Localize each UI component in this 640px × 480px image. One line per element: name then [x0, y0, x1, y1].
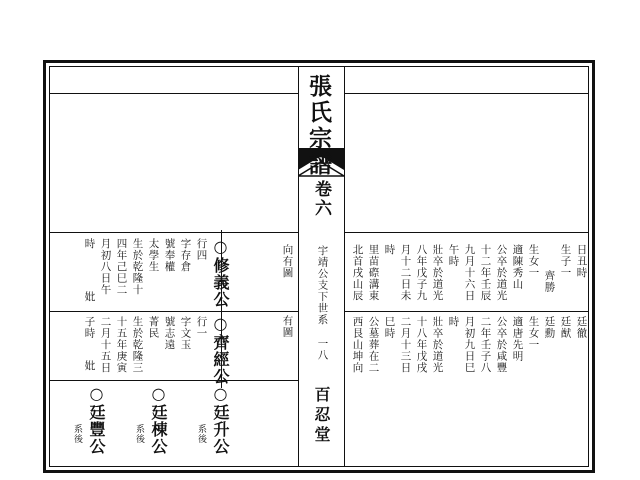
ancestor2-line: 生於乾隆三: [131, 316, 144, 374]
ancestor2-line: 二月十五日: [99, 316, 112, 374]
record-upper-tail: 北首戌山辰: [351, 244, 364, 302]
record-upper-line: 八年戊子九: [415, 244, 428, 302]
record-lower-line: 時: [447, 316, 460, 328]
child2-note: 系後: [72, 424, 82, 444]
ancestor2-line: 子時: [83, 316, 96, 339]
ancestor1-line: 時: [83, 238, 96, 250]
ancestor2-line: 字文玉: [179, 316, 192, 351]
ancestor2-line: 十五年庚寅: [115, 316, 128, 374]
record-lower-line: 生女一: [527, 316, 540, 351]
spine-left-border: [298, 66, 299, 467]
record-upper-line: 齊勝: [543, 270, 556, 293]
record-lower-line: 公卒於咸豐: [495, 316, 508, 374]
ancestor-name-3: ○廷升公: [211, 384, 230, 455]
record-upper-line: 午時: [447, 244, 460, 267]
record-upper-line: 十二年壬辰: [479, 244, 492, 302]
book-title: 張氏宗譜: [305, 74, 332, 178]
ancestor1-line: 四年己巳二: [115, 238, 128, 296]
child1-note: 系後: [134, 424, 144, 444]
record-lower-tail: 公墓葬在二: [367, 316, 380, 374]
record-upper-line: 適陳秀山: [511, 244, 524, 290]
rule-right-lower: [344, 311, 588, 312]
rule-left-lower: [50, 311, 298, 312]
record-upper-tail: 里苗磜溝東: [367, 244, 380, 302]
ancestor2-line: 號志遠: [163, 316, 176, 351]
spine-right-border: [344, 66, 345, 467]
ancestor2-line: 菁民: [147, 316, 160, 339]
rule-left-mid: [50, 232, 298, 233]
rule-left-bottom: [50, 380, 298, 381]
record-lower-line: 二月十三日: [399, 316, 412, 374]
record-upper-line: 九月十六日: [463, 244, 476, 302]
record-lower-line: 巳時: [383, 316, 396, 339]
ancestor1-line: 月初八日午: [99, 238, 112, 296]
ancestor1-line: 號奉權: [163, 238, 176, 273]
ancestor2-line: 行一: [195, 316, 208, 339]
ancestor1-spouse: 妣: [83, 291, 96, 303]
record-lower-line: 廷猷: [559, 316, 572, 339]
record-upper-line: 生子一: [559, 244, 572, 279]
record-lower-line: 廷徹: [575, 316, 588, 339]
ancestor-name-2: ○齊經公: [211, 314, 230, 385]
record-upper-line: 壯卒於道光: [431, 244, 444, 302]
record-lower-line: 十八年戊戌: [415, 316, 428, 374]
record-upper-line: 公卒於道光: [495, 244, 508, 302]
ancestor2-spouse: 妣: [83, 360, 96, 372]
ancestor1-line: 太學生: [147, 238, 160, 273]
rule-right-mid: [344, 232, 588, 233]
record-upper-line: 日丑時: [575, 244, 588, 279]
volume-label: 卷六: [311, 180, 331, 218]
ancestor1-line: 字存倉: [179, 238, 192, 273]
record-lower-tail: 西艮山坤向: [351, 316, 364, 374]
record-upper-line: 生女一: [527, 244, 540, 279]
record-lower-line: 壯卒於道光: [431, 316, 444, 374]
rule-left-top: [50, 93, 298, 94]
child-name-1: ○廷棟公: [149, 384, 168, 455]
note-portrait-1: 向有圖: [281, 244, 294, 279]
ancestor-name-1: ○修義公: [211, 237, 230, 308]
record-lower-line: 適唐先明: [511, 316, 524, 362]
record-lower-line: 月初九日巳: [463, 316, 476, 374]
record-upper-line: 月十二日未: [399, 244, 412, 302]
page-number: 一八: [316, 338, 329, 361]
record-lower-line: 二年壬子八: [479, 316, 492, 374]
child-name-2: ○廷豐公: [87, 384, 106, 455]
ancestor1-line: 生於乾隆十: [131, 238, 144, 296]
ancestor3-note: 系後: [196, 424, 206, 444]
branch-label: 宇靖公支下世系: [316, 245, 329, 326]
record-upper-line: 時: [383, 244, 396, 256]
note-portrait-2: 有圖: [281, 315, 294, 338]
record-lower-line: 廷勳: [543, 316, 556, 339]
rule-right-top: [344, 93, 588, 94]
hall-name: 百忍堂: [312, 386, 331, 446]
ancestor1-line: 行四: [195, 238, 208, 261]
lineage-connector: [221, 230, 222, 388]
